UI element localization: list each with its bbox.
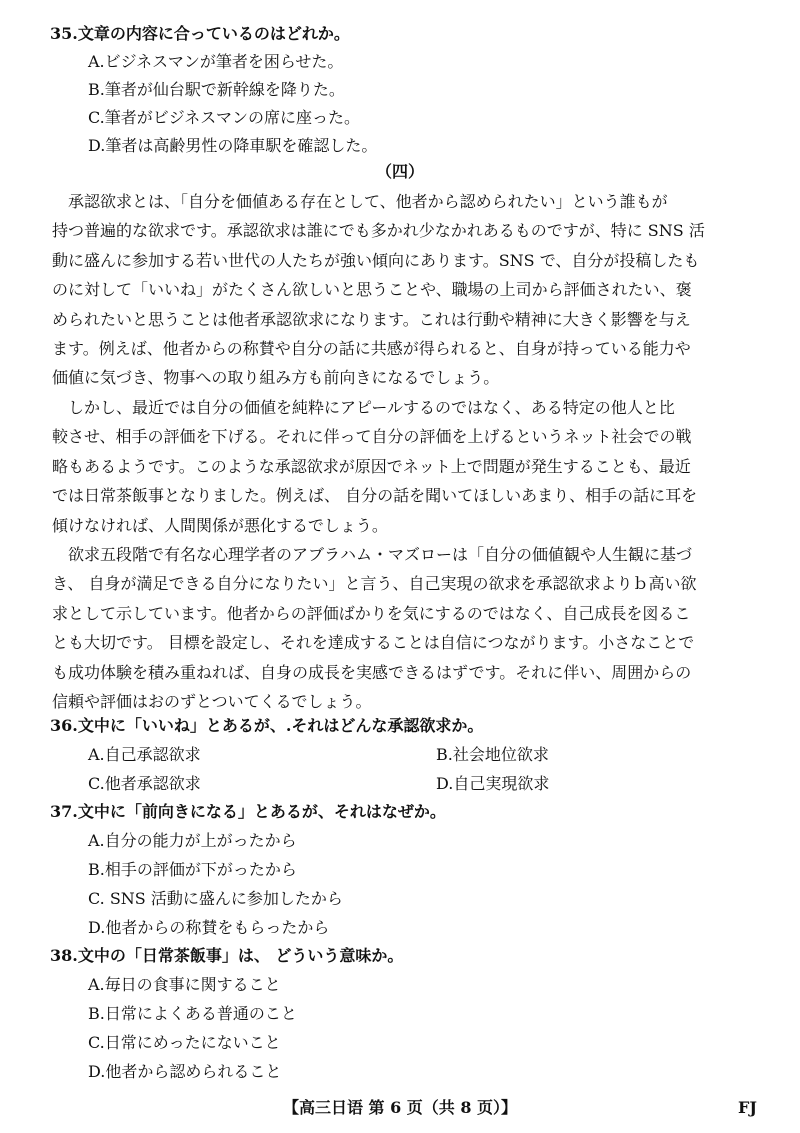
question-38-option-d: D.他者から認められること (88, 1062, 282, 1081)
question-35-option-a: A.ビジネスマンが筆者を困らせた。 (88, 52, 344, 71)
question-35-option-c: C.筆者がビジネスマンの席に座った。 (88, 108, 360, 127)
passage-line: も成功体験を積み重ねれば、自身の成長を実感できるはずです。それに伴い、周囲からの (52, 662, 692, 682)
question-36-option-c: C.他者承認欲求 (88, 774, 201, 793)
question-36-option-b: B.社会地位欲求 (436, 745, 549, 764)
passage-line: 持つ普遍的な欲求です。承認欲求は誰にでも多かれ少なかれあるものですが、特に SNS 活 (52, 221, 705, 241)
passage-line: 較させ、相手の評価を下げる。それに伴って自分の評価を上げるというネット社会での戦 (52, 427, 692, 447)
question-38-stem: 38.文中の「日常茶飯事」は、 どういう意味か。 (50, 946, 404, 965)
question-37-stem: 37.文中に「前向きになる」とあるが、それはなぜか。 (50, 802, 446, 821)
question-35-option-b: B.筆者が仙台駅で新幹線を降りた。 (88, 80, 345, 99)
passage-paragraph-2 (52, 393, 758, 540)
question-38-option-a: A.毎日の食事に関すること (88, 975, 281, 994)
question-35-option-d: D.筆者は高齢男性の降車駅を確認した。 (88, 136, 378, 155)
question-36-stem: 36.文中に「いいね」とあるが、.それはどんな承認欲求か。 (50, 716, 484, 735)
passage-line: 欲求五段階で有名な心理学者のアブラハム・マズローは「自分の価値観や人生観に基づ (52, 545, 693, 564)
passage-line: では日常茶飯事となりました。例えば、 自分の話を聞いてほしいあまり、相手の話に耳を (52, 486, 698, 506)
question-36-option-d: D.自己実現欲求 (436, 774, 550, 793)
passage-line: しかし、最近では自分の価値を純粋にアピールするのではなく、ある特定の他人と比 (52, 398, 675, 417)
passage-line: のに対して「いいね」がたくさん欲しいと思うことや、職場の上司から評価されたい、褒 (52, 280, 692, 300)
passage-paragraph-1 (52, 187, 758, 393)
question-36-option-a: A.自己承認欲求 (88, 745, 201, 764)
passage-line: 価値に気づき、物事への取り組み方も前向きになるでしょう。 (52, 368, 500, 388)
passage-line: 承認欲求とは、「自分を価値ある存在として、他者から認められたい」という誰もが (52, 192, 668, 211)
question-35-stem: 35.文章の内容に合っているのはどれか。 (50, 24, 350, 43)
question-37-option-c: C. SNS 活動に盛んに参加したから (88, 889, 343, 908)
question-38-option-b: B.日常によくある普通のこと (88, 1004, 297, 1023)
passage-line: 傾けなければ、人間関係が悪化するでしょう。 (52, 515, 388, 535)
question-37-option-d: D.他者からの称賛をもらったから (88, 918, 330, 937)
passage-line: められたいと思うことは他者承認欲求になります。これは行動や精神に大きく影響を与え (52, 309, 691, 329)
passage-line: 動に盛んに参加する若い世代の人たちが強い傾向にあります。SNS で、自分が投稿したも (52, 250, 700, 270)
passage-line: 信頼や評価はおのずとついてくるでしょう。 (52, 691, 372, 711)
question-38-option-c: C.日常にめったにないこと (88, 1033, 281, 1052)
passage-line: とも大切です。 目標を設定し、それを達成することは自信につながります。小さなことで (52, 633, 695, 653)
passage-paragraph-3 (52, 540, 758, 716)
passage-line: き、 自身が満足できる自分になりたい」と言う、自己実現の欲求を承認欲求よりｂ高い欲 (52, 574, 697, 594)
section-title: （四） (375, 162, 424, 181)
passage-line: 求として示しています。他者からの評価ばかりを気にするのではなく、自己成長を図るこ (52, 603, 691, 623)
passage-line: 略もあるようです。このような承認欲求が原因でネット上で問題が発生することも、最近 (52, 456, 691, 476)
passage-line: ます。例えば、他者からの称賛や自分の話に共感が得られると、自身が持っている能力や (52, 338, 691, 358)
page-footer: 【高三日语 第 6 页（共 8 页）】 (282, 1098, 518, 1117)
question-37-option-b: B.相手の評価が下がったから (88, 860, 297, 879)
question-37-option-a: A.自分の能力が上がったから (88, 831, 297, 850)
exam-code: FJ (738, 1098, 757, 1117)
